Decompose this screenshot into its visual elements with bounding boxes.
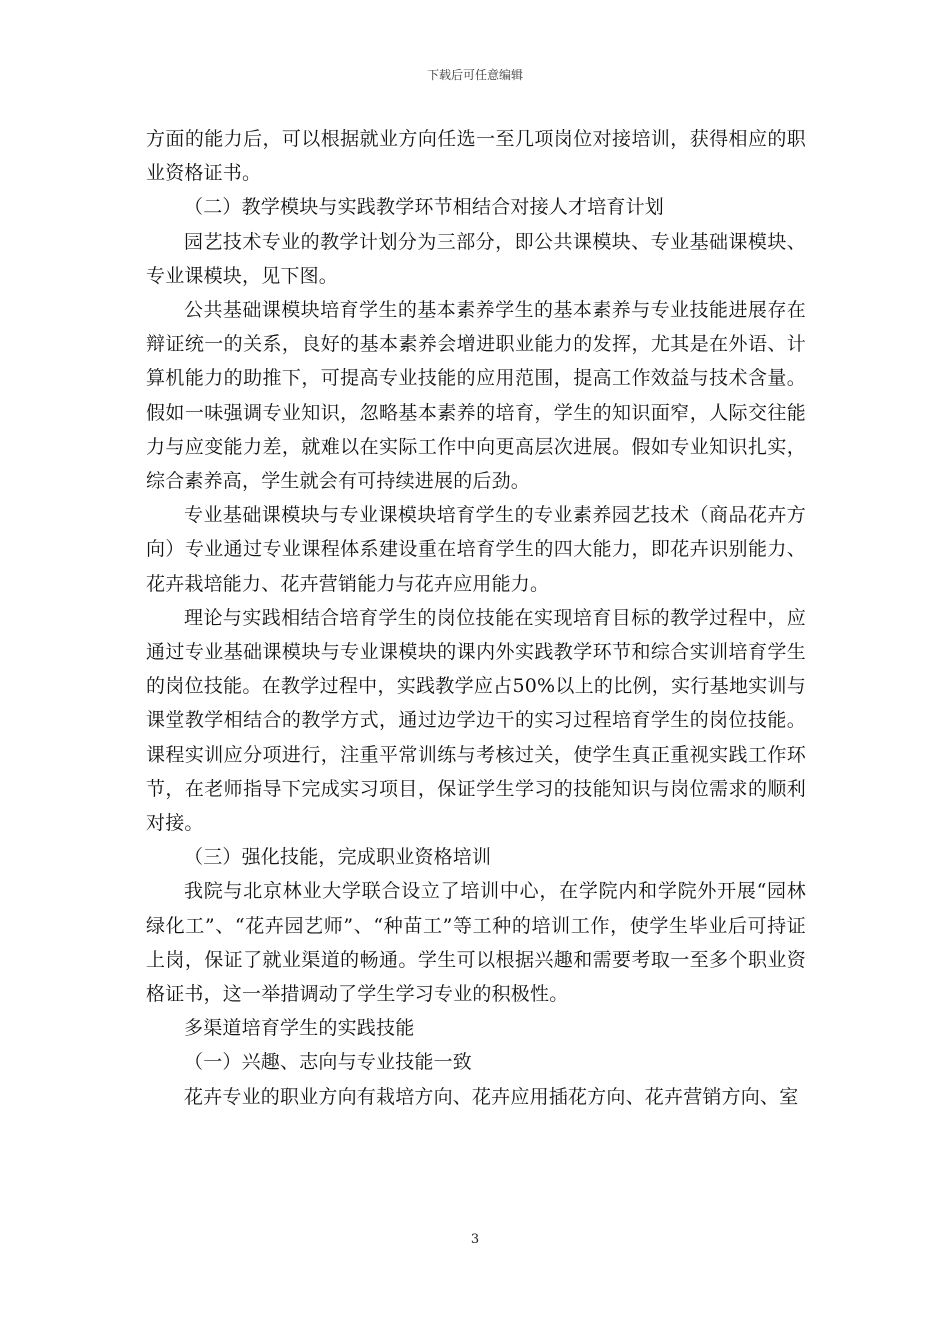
document-body	[146, 122, 806, 1114]
paragraph: 我院与北京林业大学联合设立了培训中心，在学院内和学院外开展“园林绿化工”、“花卉园艺师”、“种苗工”等工种的培训工作，使学生毕业后可持证上岗，保证了就业渠道的畅通。学生可以根据兴趣和需要考取一至多个职业资格证书，这一举措调动了学生学习专业的积极性。	[146, 880, 806, 1006]
paragraph: 花卉专业的职业方向有栽培方向、花卉应用插花方向、花卉营销方向、室	[184, 1085, 799, 1108]
paragraph: 公共基础课模块培育学生的基本素养学生的基本素养与专业技能进展存在辩证统一的关系，良好的基本素养会增进职业能力的发挥，尤其是在外语、计算机能力的助推下，可提高专业技能的应用范围，提高工作效益与技术含量。假如一味强调专业知识，忽略基本素养的培育，学生的知识面窄，人际交往能力与应变能力差，就难以在实际工作中向更高层次进展。假如专业知识扎实，综合素养高，学生就会有可持续进展的后劲。	[146, 299, 806, 493]
section-heading: 多渠道培育学生的实践技能	[184, 1017, 415, 1040]
section-heading: （一）兴趣、志向与专业技能一致	[184, 1051, 473, 1074]
page-number: 3	[470, 1232, 480, 1247]
paragraph: 专业基础课模块与专业课模块培育学生的专业素养园艺技术（商品花卉方向）专业通过专业课程体系建设重在培育学生的四大能力，即花卉识别能力、花卉栽培能力、花卉营销能力与花卉应用能力。	[146, 504, 806, 595]
paragraph: 园艺技术专业的教学计划分为三部分，即公共课模块、专业基础课模块、专业课模块，见下图。	[146, 230, 806, 287]
paragraph: 理论与实践相结合培育学生的岗位技能在实现培育目标的教学过程中，应通过专业基础课模块与专业课模块的课内外实践教学环节和综合实训培育学生的岗位技能。在教学过程中，实践教学应占50%以上的比例，实行基地实训与课堂教学相结合的教学方式，通过边学边干的实习过程培育学生的岗位技能。课程实训应分项进行，注重平常训练与考核过关，使学生真正重视实践工作环节，在老师指导下完成实习项目，保证学生学习的技能知识与岗位需求的顺利对接。	[146, 606, 806, 835]
page-header: 下载后可任意编辑	[426, 68, 523, 82]
paragraph: 方面的能力后，可以根据就业方向任选一至几项岗位对接培训，获得相应的职业资格证书。	[146, 128, 806, 185]
section-heading: （三）强化技能，完成职业资格培训	[184, 846, 492, 869]
section-heading: （二）教学模块与实践教学环节相结合对接人才培育计划	[184, 196, 665, 219]
